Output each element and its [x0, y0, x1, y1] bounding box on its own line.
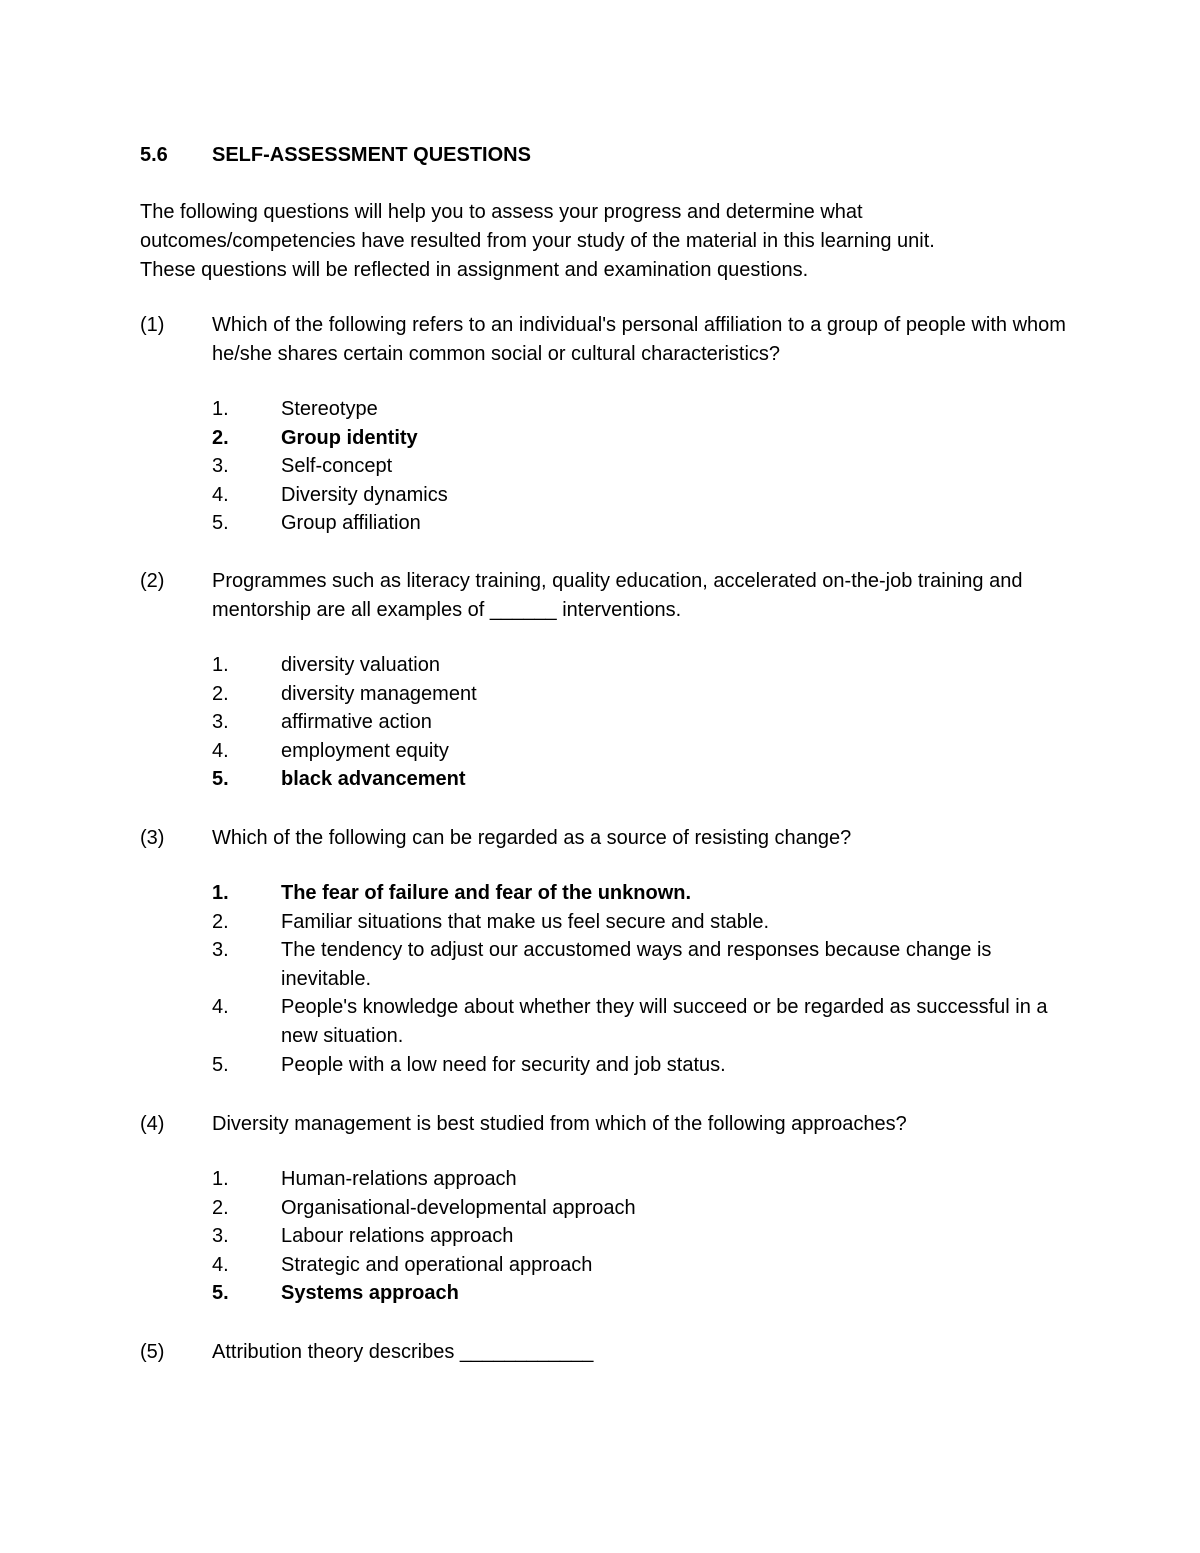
- option: [212, 908, 1080, 937]
- section-heading: [140, 141, 531, 169]
- option-number: 4.: [212, 1253, 229, 1276]
- option-text: diversity management: [281, 682, 477, 705]
- option-text: Diversity dynamics: [281, 483, 448, 506]
- option: [212, 1165, 1080, 1194]
- option-text: The fear of failure and fear of the unknown.: [281, 882, 692, 904]
- option-number: 4.: [212, 739, 229, 762]
- option-text: Labour relations approach: [281, 1225, 514, 1248]
- option-number: 1.: [212, 882, 229, 904]
- option: [212, 395, 1080, 424]
- intro-line: The following questions will help you to assess your progress and determine what: [140, 201, 863, 223]
- option-number: 3.: [212, 939, 229, 962]
- option: [212, 708, 1080, 737]
- option-number: 3.: [212, 455, 229, 478]
- option-number: 5.: [212, 512, 229, 535]
- option-text: Group identity: [281, 426, 418, 449]
- question-text: Which of the following refers to an individual's personal affiliation to a group of people with whom he/she shares certain common social or cultural characteristics?: [212, 314, 1066, 365]
- option: [212, 680, 1080, 709]
- option-number: 1.: [212, 654, 229, 676]
- option: [212, 651, 1080, 680]
- option-number: 5.: [212, 1282, 229, 1305]
- option-text: employment equity: [281, 739, 449, 762]
- option-number: 3.: [212, 1225, 229, 1248]
- question-text: Attribution theory describes ____________: [212, 1341, 594, 1363]
- option-text: black advancement: [281, 768, 466, 791]
- option-text: Strategic and operational approach: [281, 1253, 593, 1276]
- option: [212, 1194, 1080, 1223]
- option-text: Stereotype: [281, 398, 378, 420]
- option: [212, 993, 1080, 1050]
- option-text: affirmative action: [281, 711, 432, 734]
- option: [212, 1251, 1080, 1280]
- question-5: [140, 1338, 1080, 1367]
- option-list: [212, 879, 1080, 1079]
- option: [212, 936, 1080, 993]
- option-number: 5.: [212, 768, 229, 791]
- option-number: 1.: [212, 398, 229, 420]
- option-list: [212, 1165, 1080, 1308]
- option-number: 2.: [212, 910, 229, 933]
- option-text: People with a low need for security and job status.: [281, 1053, 726, 1076]
- option-text: People's knowledge about whether they will succeed or be regarded as successful in a new situation.: [281, 996, 1048, 1047]
- section-title: SELF-ASSESSMENT QUESTIONS: [212, 144, 531, 166]
- option-number: 4.: [212, 483, 229, 506]
- option-text: Self-concept: [281, 455, 393, 478]
- option-list: [212, 651, 1080, 794]
- option: [212, 765, 1080, 794]
- question-number: (2): [140, 570, 165, 592]
- option-number: 1.: [212, 1168, 229, 1190]
- question-4: [140, 1110, 1080, 1308]
- intro-paragraph: [140, 198, 1080, 285]
- section-number: 5.6: [140, 144, 168, 166]
- option-number: 2.: [212, 682, 229, 705]
- option: [212, 1222, 1080, 1251]
- question-number: (5): [140, 1341, 165, 1363]
- question-text: Diversity management is best studied from which of the following approaches?: [212, 1113, 907, 1135]
- option: [212, 481, 1080, 510]
- option: [212, 452, 1080, 481]
- intro-line: These questions will be reflected in assignment and examination questions.: [140, 259, 809, 281]
- option: [212, 509, 1080, 538]
- option: [212, 737, 1080, 766]
- option-text: Familiar situations that make us feel secure and stable.: [281, 910, 770, 933]
- option-text: Group affiliation: [281, 512, 421, 535]
- option-list: [212, 395, 1080, 538]
- option-text: Organisational-developmental approach: [281, 1196, 636, 1219]
- option-number: 5.: [212, 1053, 229, 1076]
- intro-line: outcomes/competencies have resulted from your study of the material in this learning unit.: [140, 230, 935, 252]
- option-text: Systems approach: [281, 1282, 459, 1305]
- question-number: (1): [140, 314, 165, 336]
- option: [212, 424, 1080, 453]
- option: [212, 879, 1080, 908]
- option-number: 2.: [212, 1196, 229, 1219]
- question-number: (4): [140, 1113, 165, 1135]
- question-text: Programmes such as literacy training, quality education, accelerated on-the-job training and mentorship are all examples of ______ interventions.: [212, 570, 1023, 621]
- option-text: diversity valuation: [281, 654, 440, 676]
- question-2: [140, 567, 1080, 794]
- option: [212, 1051, 1080, 1080]
- question-1: [140, 311, 1080, 538]
- question-text: Which of the following can be regarded as a source of resisting change?: [212, 827, 852, 849]
- option-text: Human-relations approach: [281, 1168, 517, 1190]
- option-text: The tendency to adjust our accustomed ways and responses because change is inevitable.: [281, 939, 992, 990]
- question-number: (3): [140, 827, 165, 849]
- question-3: [140, 824, 1080, 1079]
- option: [212, 1279, 1080, 1308]
- option-number: 2.: [212, 426, 229, 449]
- option-number: 3.: [212, 711, 229, 734]
- option-number: 4.: [212, 996, 229, 1019]
